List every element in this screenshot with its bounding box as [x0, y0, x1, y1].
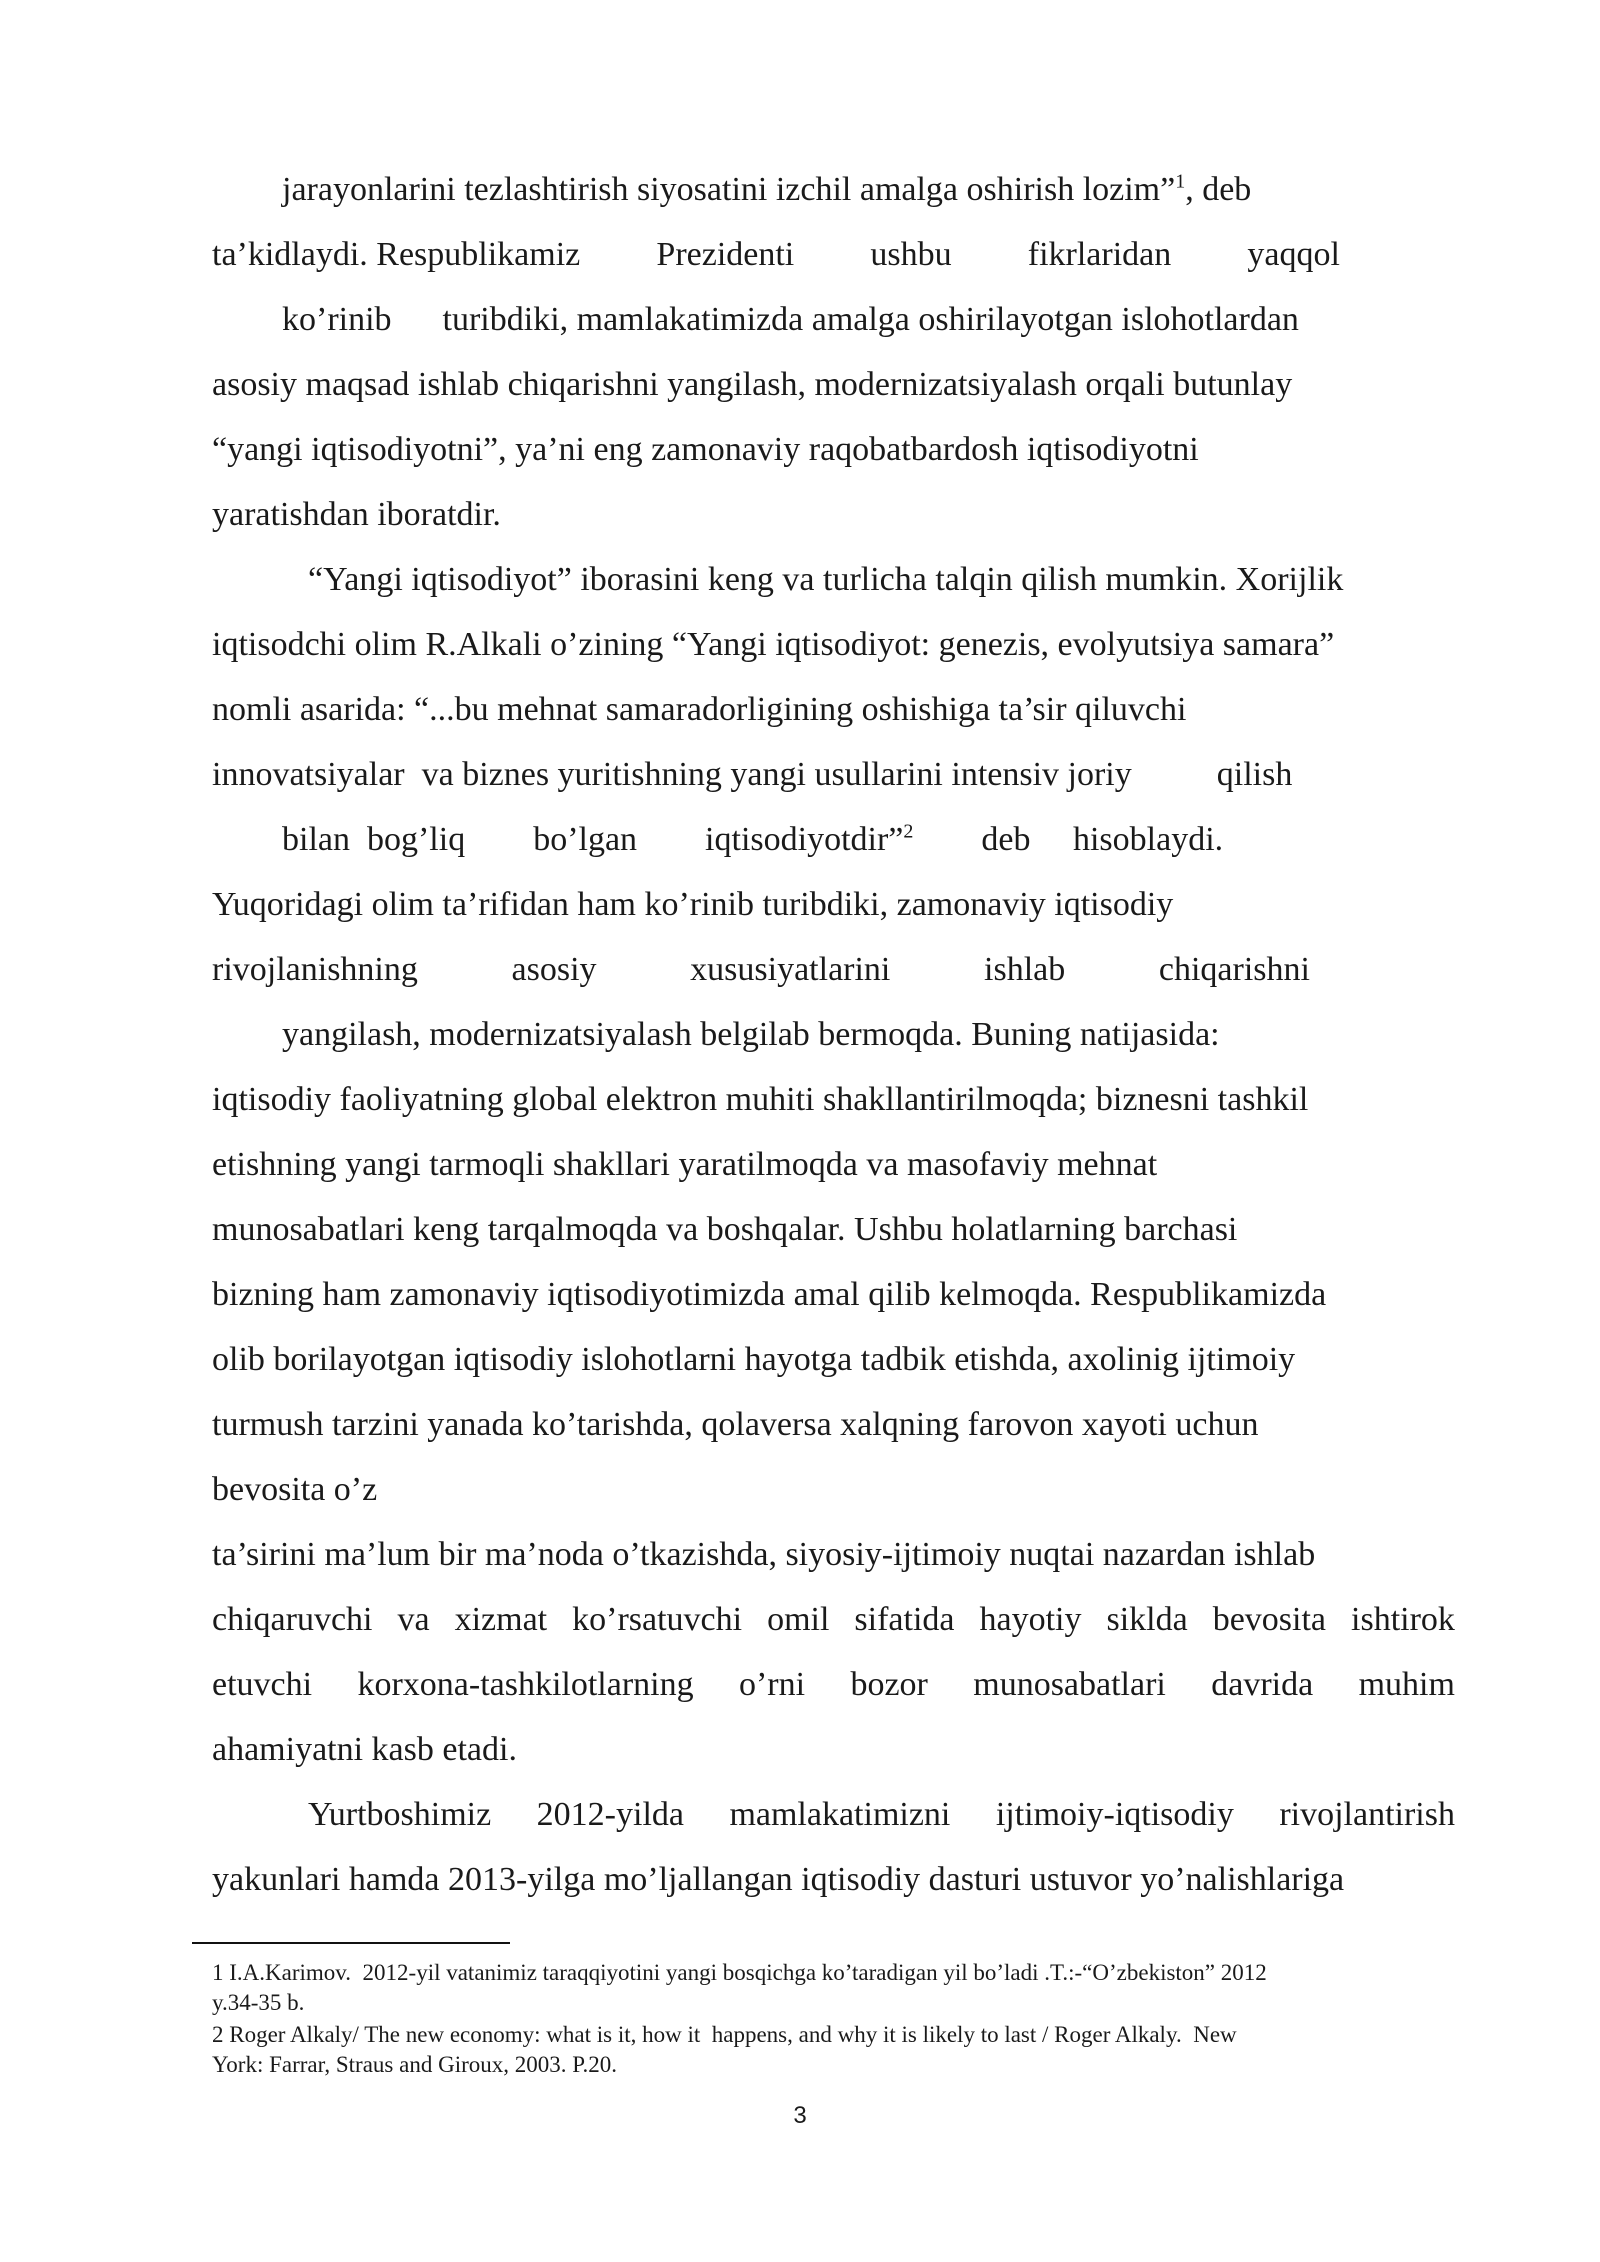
- text-line: [212, 1080, 1308, 1120]
- text-line: [212, 495, 501, 535]
- line-text: bevosita o’z: [212, 1471, 378, 1508]
- text-line: [212, 1275, 1326, 1315]
- text-line: [212, 1665, 1455, 1705]
- word: ishtirok: [1351, 1601, 1455, 1638]
- text-line: [212, 1405, 1258, 1445]
- text-line: [212, 1600, 1455, 1640]
- footnote-separator: [192, 1942, 510, 1944]
- line-text: “Yangi iqtisodiyot” iborasini keng va turlicha talqin qilish mumkin. Xorijlik: [308, 561, 1344, 598]
- text-line: [282, 1015, 1220, 1055]
- line-text: munosabatlari keng tarqalmoqda va boshqalar. Ushbu holatlarning barchasi: [212, 1211, 1238, 1248]
- word: korxona-tashkilotlarning: [357, 1666, 694, 1703]
- text-line: [282, 300, 1299, 340]
- word: Prezidenti: [656, 236, 795, 273]
- word: ijtimoiy-iqtisodiy: [995, 1796, 1234, 1833]
- word: asosiy: [511, 951, 597, 988]
- word: hayotiy: [979, 1601, 1082, 1638]
- line-text: yangilash, modernizatsiyalash belgilab bermoqda. Buning natijasida:: [282, 1016, 1220, 1053]
- word: yaqqol: [1247, 236, 1340, 273]
- word: 2012-yilda: [536, 1796, 684, 1833]
- footnote-ref[interactable]: 1: [1175, 170, 1186, 193]
- text-line: [212, 1210, 1237, 1250]
- line-text: yaratishdan iboratdir.: [212, 496, 501, 533]
- line-text: ko’rinib turibdiki, mamlakatimizda amalga oshirilayotgan islohotlardan: [282, 301, 1299, 338]
- word: siklda: [1106, 1601, 1188, 1638]
- word: ko’rsatuvchi: [572, 1601, 743, 1638]
- word: rivojlantirish: [1279, 1796, 1455, 1833]
- text-line: [212, 755, 1292, 795]
- footnote-ref[interactable]: 2: [903, 820, 914, 843]
- text-line: [212, 1730, 517, 1770]
- text-line: [212, 625, 1334, 665]
- line-text: bizning ham zamonaviy iqtisodiyotimizda amal qilib kelmoqda. Respublikamizda: [212, 1276, 1327, 1313]
- text-line: [212, 690, 1186, 730]
- text-line: [212, 1145, 1157, 1185]
- text-line: [212, 1860, 1344, 1900]
- line-text: olib borilayotgan iqtisodiy islohotlarni hayotga tadbik etishda, axolinig ijtimoiy: [212, 1341, 1296, 1378]
- word: sifatida: [854, 1601, 955, 1638]
- word: xizmat: [454, 1601, 548, 1638]
- text-line: [212, 1470, 377, 1510]
- text-line: [212, 365, 1292, 405]
- word: va: [397, 1601, 430, 1638]
- footnote-line: York: Farrar, Straus and Giroux, 2003. P.20.: [212, 2052, 617, 2077]
- line-text: Yuqoridagi olim ta’rifidan ham ko’rinib turibdiki, zamonaviy iqtisodiy: [212, 886, 1174, 923]
- line-text: jarayonlarini tezlashtirish siyosatini izchil amalga oshirish lozim”: [282, 171, 1176, 208]
- word: ta’kidlaydi. Respublikamiz: [212, 236, 581, 273]
- word: ushbu: [870, 236, 952, 273]
- word: chiqaruvchi: [212, 1601, 373, 1638]
- line-text: turmush tarzini yanada ko’tarishda, qolaversa xalqning farovon xayoti uchun: [212, 1406, 1259, 1443]
- line-text: iqtisodchi olim R.Alkali o’zining “Yangi iqtisodiyot: genezis, evolyutsiya samara”: [212, 626, 1335, 663]
- word: o’rni: [738, 1666, 806, 1703]
- word: omil: [767, 1601, 830, 1638]
- line-text: iqtisodiy faoliyatning global elektron muhiti shakllantirilmoqda; biznesni tashkil: [212, 1081, 1309, 1118]
- line-text: nomli asarida: “...bu mehnat samaradorligining oshishiga ta’sir qiluvchi: [212, 691, 1187, 728]
- line-text: asosiy maqsad ishlab chiqarishni yangilash, modernizatsiyalash orqali butunlay: [212, 366, 1293, 403]
- text-line: [212, 430, 1199, 470]
- word: muhim: [1358, 1666, 1455, 1703]
- word: bevosita: [1212, 1601, 1327, 1638]
- footnote-line: y.34-35 b.: [212, 1990, 305, 2015]
- text-line: [282, 170, 1251, 210]
- text-line: [212, 1340, 1295, 1380]
- word: munosabatlari: [973, 1666, 1166, 1703]
- word: xususiyatlarini: [690, 951, 891, 988]
- text-line: [212, 885, 1173, 925]
- word: bozor: [850, 1666, 928, 1703]
- line-text: ta’sirini ma’lum bir ma’noda o’tkazishda, siyosiy-ijtimoiy nuqtai nazardan ishlab: [212, 1536, 1316, 1573]
- text-line: [212, 950, 1310, 990]
- word: etuvchi: [212, 1666, 313, 1703]
- text-line: [212, 1535, 1315, 1575]
- word: mamlakatimizni: [729, 1796, 951, 1833]
- text-line: [308, 1795, 1455, 1835]
- line-text-tail: deb hisoblaydi.: [913, 821, 1224, 858]
- text-line: [282, 820, 1223, 860]
- word: Yurtboshimiz: [308, 1796, 492, 1833]
- word: rivojlanishning: [212, 951, 418, 988]
- word: ishlab: [984, 951, 1066, 988]
- footnote-line: 2 Roger Alkaly/ The new economy: what is it, how it happens, and why it is likely to last / Roger Alkaly. New: [212, 2022, 1237, 2047]
- line-text-tail: , deb: [1185, 171, 1252, 208]
- text-line: [212, 235, 1340, 275]
- line-text: ahamiyatni kasb etadi.: [212, 1731, 517, 1768]
- word: chiqarishni: [1158, 951, 1310, 988]
- footnote-line: 1 I.A.Karimov. 2012-yil vatanimiz taraqqiyotini yangi bosqichga ko’taradigan yil bo’ladi .T.:-“O’zbekiston” 2012: [212, 1960, 1267, 1985]
- word: davrida: [1211, 1666, 1314, 1703]
- line-text: bilan bog’liq bo’lgan iqtisodiyotdir”: [282, 821, 904, 858]
- line-text: innovatsiyalar va biznes yuritishning yangi usullarini intensiv joriy qilish: [212, 756, 1293, 793]
- page-number: 3: [793, 2102, 807, 2129]
- word: fikrlaridan: [1027, 236, 1172, 273]
- line-text: etishning yangi tarmoqli shakllari yaratilmoqda va masofaviy mehnat: [212, 1146, 1158, 1183]
- text-line: [308, 560, 1343, 600]
- line-text: yakunlari hamda 2013-yilga mo’ljallangan iqtisodiy dasturi ustuvor yo’nalishlariga: [212, 1861, 1345, 1898]
- line-text: “yangi iqtisodiyotni”, ya’ni eng zamonaviy raqobatbardosh iqtisodiyotni: [212, 431, 1199, 468]
